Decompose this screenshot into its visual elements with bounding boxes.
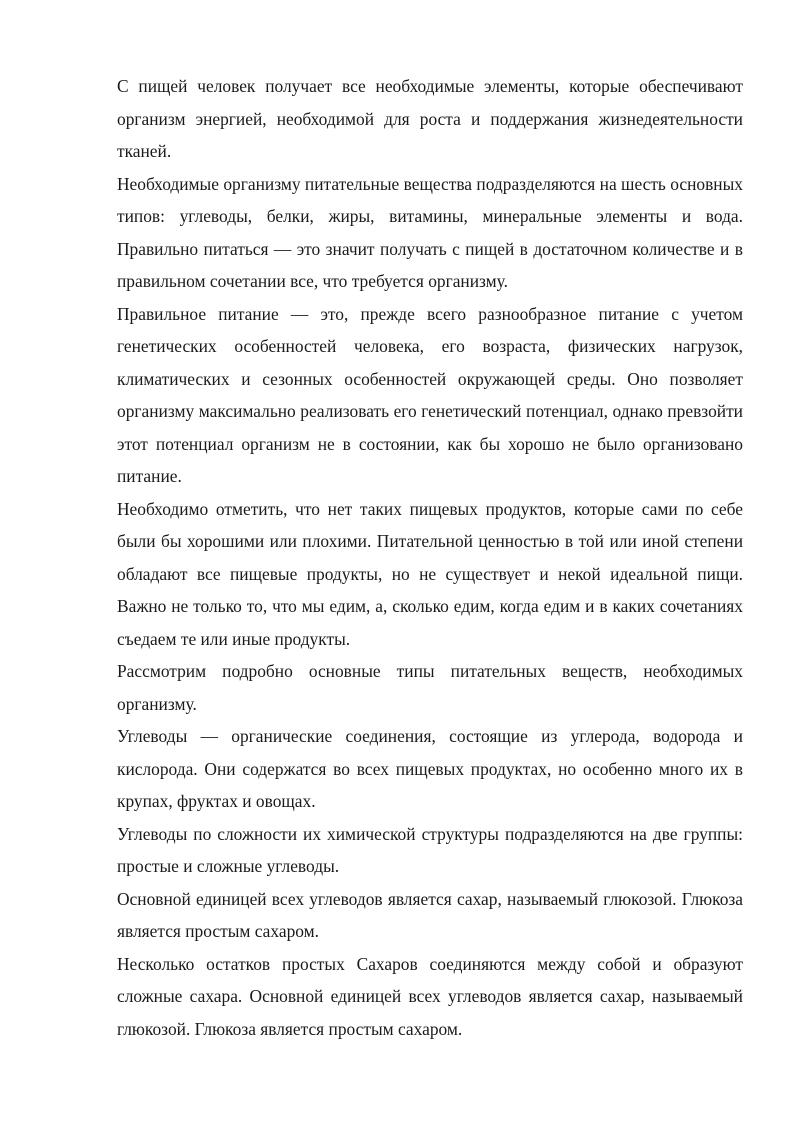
paragraph-food-value: Необходимо отметить, что нет таких пищевых продуктов, которые сами по себе были бы хорошими или плохими. Питательной ценностью в той или иной степени обладают все пищевые продукты, но не существует и некой идеальной пищи. Важно не только то, что мы едим, а, сколько едим, когда едим и в каких сочетаниях съедаем те или иные продукты. <box>117 498 743 649</box>
paragraph-carbohydrates-groups: Углеводы по сложности их химической структуры подразделяются на две группы: простые и сложные углеводы. <box>117 823 743 876</box>
paragraph-carbohydrates-definition: Углеводы — органические соединения, состоящие из углерода, водорода и кислорода. Они содержатся во всех пищевых продуктах, но особенно много их в крупах, фруктах и овощах. <box>117 726 743 811</box>
paragraph-nutrient-types: Необходимые организму питательные вещества подразделяются на шесть основных типов: углеводы, белки, жиры, витамины, минеральные элементы и вода. Правильно питаться — это значит получать с пищей в достаточном количестве и в правильном сочетании все, что требуется организму. <box>117 173 743 291</box>
paragraph-nutrient-overview: Рассмотрим подробно основные типы питательных веществ, необходимых организму. <box>117 661 743 714</box>
paragraph-proper-nutrition: Правильное питание — это, прежде всего разнообразное питание с учетом генетических особенностей человека, его возраста, физических нагрузок, климатических и сезонных особенностей окружающей среды. Оно позволяет организму максимально реализовать его генетический потенциал, однако превзойти этот потенциал организм не в состоянии, как бы хорошо не было организовано питание. <box>117 303 743 486</box>
paragraph-complex-sugars: Несколько остатков простых Сахаров соединяются между собой и образуют сложные сахара. Основной единицей всех углеводов является сахар, называемый глюкозой. Глюкоза является простым сахаром. <box>117 953 743 1039</box>
paragraph-intro: С пищей человек получает все необходимые элементы, которые обеспечивают организм энергией, необходимой для роста и поддержания жизнедеятельности тканей. <box>117 76 743 161</box>
paragraph-glucose: Основной единицей всех углеводов является сахар, называемый глюкозой. Глюкоза является простым сахаром. <box>117 888 743 941</box>
document-body <box>117 70 743 1045</box>
